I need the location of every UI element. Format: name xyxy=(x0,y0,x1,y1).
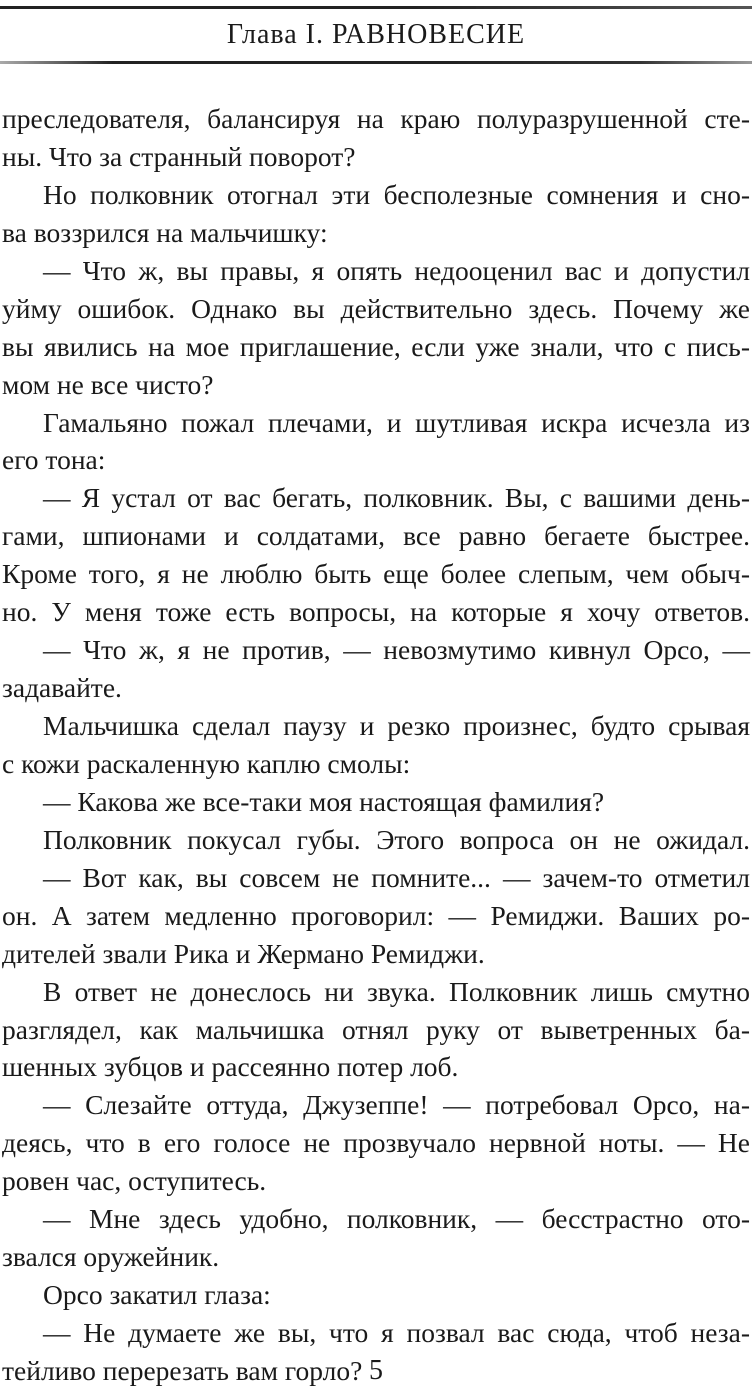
text-line: преследователя, балансируя на краю полуразрушенной сте- xyxy=(2,103,750,134)
header-bottom-rule xyxy=(0,61,752,64)
text-line: мом не все чисто? xyxy=(2,368,214,400)
text-line: Полковник покусал губы. Этого вопроса он не ожидал. xyxy=(43,823,750,855)
text-line: дителей звали Рика и Жермано Ремиджи. xyxy=(2,937,485,969)
text-line: звался оружейник. xyxy=(2,1241,220,1273)
text-line: Гамальяно пожал плечами, и шутливая искра исчезла из xyxy=(43,406,750,438)
text-line: — Что ж, я не против, — невозмутимо кивнул Орсо, — xyxy=(43,634,750,666)
text-line: Но полковник отогнал эти бесполезные сомнения и сно- xyxy=(43,178,750,210)
text-line: — Я устал от вас бегать, полковник. Вы, с вашими день- xyxy=(43,482,750,514)
text-line: Орсо закатил глаза: xyxy=(43,1279,271,1311)
text-line: — Вот как, вы совсем не помните... — зачем-то отметил xyxy=(43,861,750,893)
text-line: его тона: xyxy=(2,444,106,476)
text-line: — Слезайте оттуда, Джузеппе! — потребовал Орсо, на- xyxy=(43,1089,750,1121)
text-line: ва воззрился на мальчишку: xyxy=(2,216,328,248)
text-line: но. У меня тоже есть вопросы, на которые я хочу ответов. xyxy=(2,596,750,628)
text-line: гами, шпионами и солдатами, все равно бегаете быстрее. xyxy=(2,520,750,552)
text-line: ровен час, оступитесь. xyxy=(2,1165,267,1197)
text-line: Кроме того, я не люблю быть еще более слепым, чем обыч- xyxy=(2,558,750,590)
running-head: Глава I. РАВНОВЕСИЕ xyxy=(226,19,526,50)
text-line: — Какова же все-таки моя настоящая фамилия? xyxy=(43,785,605,817)
text-line: Мальчишка сделал паузу и резко произнес, будто срывая xyxy=(43,710,750,741)
text-line: вы явились на мое приглашение, если уже знали, что с пись- xyxy=(2,330,750,362)
text-line: — Мне здесь удобно, полковник, — бесстрастно ото- xyxy=(43,1203,750,1235)
text-line: уйму ошибок. Однако вы действительно здесь. Почему же xyxy=(2,292,750,324)
text-line: — Что ж, вы правы, я опять недооценил вас и допустил xyxy=(43,254,750,286)
text-line: разглядел, как мальчишка отнял руку от выветренных ба- xyxy=(2,1013,750,1045)
text-line: деясь, что в его голосе не прозвучало нервной ноты. — Не xyxy=(2,1127,750,1159)
text-line: тейливо перерезать вам горло? xyxy=(2,1354,363,1386)
header-top-rule xyxy=(0,6,752,9)
text-line: ны. Что за странный поворот? xyxy=(2,140,356,172)
text-line: В ответ не донеслось ни звука. Полковник лишь смутно xyxy=(43,975,750,1007)
page-number: 5 xyxy=(369,1355,383,1386)
text-line: — Не думаете же вы, что я позвал вас сюда, чтоб неза- xyxy=(43,1317,750,1348)
text-line: задавайте. xyxy=(2,672,122,704)
body-text xyxy=(2,100,750,1390)
text-line: шенных зубцов и рассеянно потер лоб. xyxy=(2,1051,459,1083)
page-header xyxy=(0,0,752,66)
text-line: он. А затем медленно проговорил: — Ремиджи. Ваших ро- xyxy=(2,899,750,931)
text-line: с кожи раскаленную каплю смолы: xyxy=(2,747,411,779)
